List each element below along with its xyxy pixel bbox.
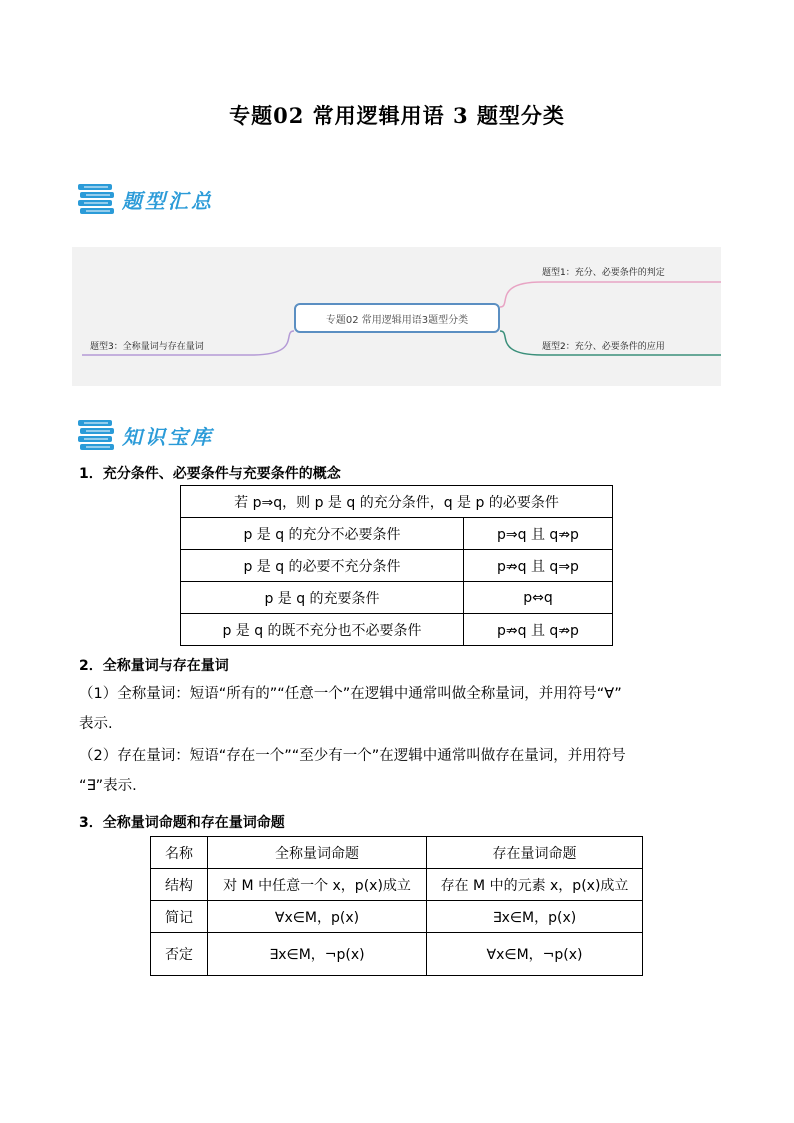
mindmap-branch-1: 题型1：充分、必要条件的判定: [542, 268, 665, 278]
section2-paragraph-1: [79, 679, 729, 739]
knowledge-banner: [76, 418, 214, 452]
table-cell: 对 M 中任意一个 x，p(x)成立: [208, 869, 427, 901]
table-row: [181, 518, 613, 550]
mindmap-center-node: 专题02 常用逻辑用语3题型分类: [294, 303, 500, 333]
table-row: [181, 550, 613, 582]
table-row: [181, 582, 613, 614]
table-cell: ∀x∈M，¬p(x): [427, 933, 643, 976]
quantifier-table: [150, 836, 643, 976]
summary-banner-label: 题型汇总: [122, 188, 214, 213]
mindmap-branch-2: 题型2：充分、必要条件的应用: [542, 342, 665, 352]
table-cell: 简记: [151, 901, 208, 933]
table-cell: p 是 q 的充分不必要条件: [181, 518, 464, 550]
table-cell: 存在 M 中的元素 x，p(x)成立: [427, 869, 643, 901]
table-cell: ∀x∈M，p(x): [208, 901, 427, 933]
table-cell: p 是 q 的必要不充分条件: [181, 550, 464, 582]
section2-heading: 2．全称量词与存在量词: [79, 658, 229, 674]
conditions-table-header: 若 p⇒q，则 p 是 q 的充分条件，q 是 p 的必要条件: [181, 486, 613, 518]
table-cell: p⇒q 且 q⇏p: [464, 518, 613, 550]
section1-heading: 1．充分条件、必要条件与充要条件的概念: [79, 466, 341, 482]
table-row: [181, 614, 613, 646]
column-header: 全称量词命题: [208, 837, 427, 869]
books-icon: [76, 182, 116, 216]
page-title: 专题02 常用逻辑用语 3 题型分类: [229, 103, 565, 128]
table-cell: ∃x∈M，¬p(x): [208, 933, 427, 976]
table-cell: ∃x∈M，p(x): [427, 901, 643, 933]
paragraph-line: 表示.: [79, 716, 113, 732]
table-row: [151, 901, 643, 933]
summary-banner: [76, 182, 214, 216]
section3-heading: 3．全称量词命题和存在量词命题: [79, 815, 285, 831]
table-cell: p⇏q 且 q⇒p: [464, 550, 613, 582]
paragraph-line: （1）全称量词：短语“所有的”“任意一个”在逻辑中通常叫做全称量词，并用符号“∀”: [79, 686, 622, 702]
table-cell: p 是 q 的既不充分也不必要条件: [181, 614, 464, 646]
paragraph-line: “∃”表示.: [79, 778, 137, 794]
table-cell: 结构: [151, 869, 208, 901]
table-row: [151, 933, 643, 976]
mindmap: [72, 247, 721, 386]
section2-paragraph-2: [79, 741, 729, 801]
conditions-table: [180, 485, 613, 646]
table-cell: p⇔q: [464, 582, 613, 614]
table-header-row: [151, 837, 643, 869]
table-row: [151, 869, 643, 901]
table-cell: p 是 q 的充要条件: [181, 582, 464, 614]
paragraph-line: （2）存在量词：短语“存在一个”“至少有一个”在逻辑中通常叫做存在量词，并用符号: [79, 748, 626, 764]
books-icon: [76, 418, 116, 452]
table-cell: 否定: [151, 933, 208, 976]
knowledge-banner-label: 知识宝库: [122, 424, 214, 449]
mindmap-branch-3: 题型3：全称量词与存在量词: [90, 342, 204, 352]
column-header: 存在量词命题: [427, 837, 643, 869]
column-header: 名称: [151, 837, 208, 869]
table-cell: p⇏q 且 q⇏p: [464, 614, 613, 646]
